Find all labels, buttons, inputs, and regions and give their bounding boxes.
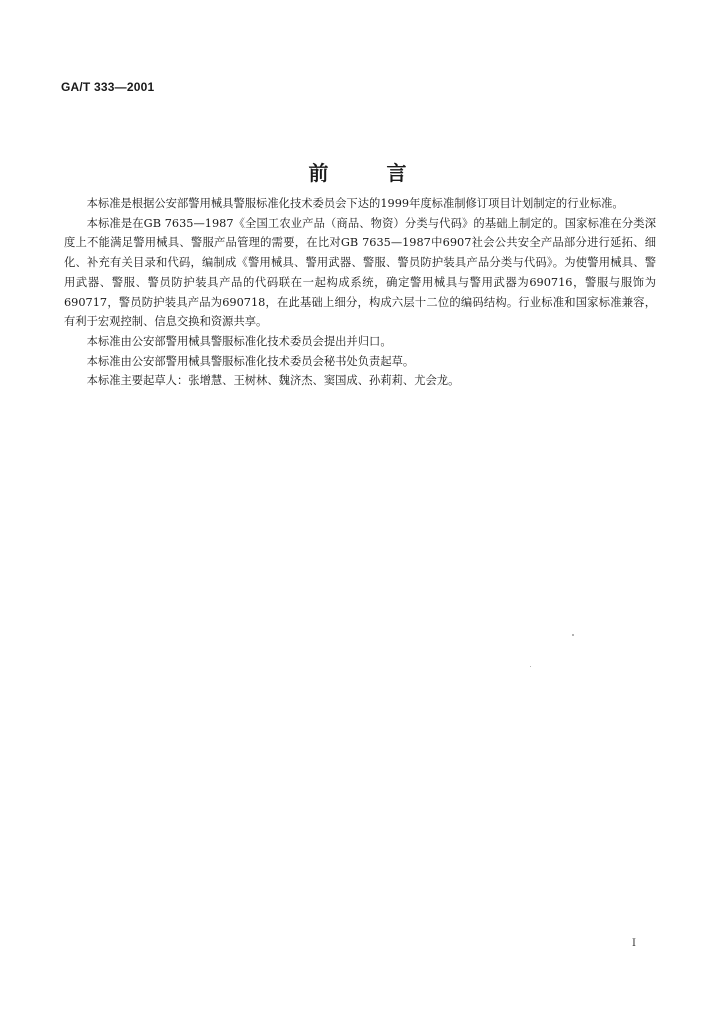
paragraph-drafting-unit: 本标准由公安部警用械具警服标准化技术委员会秘书处负责起草。 [86, 354, 415, 368]
page-number: I [632, 938, 636, 949]
paragraph-proposer: 本标准由公安部警用械具警服标准化技术委员会提出并归口。 [86, 334, 392, 348]
title-char-2: 言 [386, 161, 407, 185]
page-title [0, 157, 715, 186]
foreword-body [64, 194, 656, 391]
paragraph-basis: 本标准是在GB 7635—1987《全国工农业产品（商品、物资）分类与代码》的基础上制定的。国家标准在分类深度上不能满足警用械具、警服产品管理的需要，在比对GB 7635—1987中6907社会公共安全产品部分进行延拓、细化、补充有关目录和代码，编制成《警用械具、警用武器、警服、警员防护装具产品分类与代码》。为使警用械具、警用武器、警服、警员防护装具产品的代码联在一起构成系统，确定警用械具与警用武器为690716，警服与服饰为690717，警员防护装具产品为690718，在此基础上细分，构成六层十二位的编码结构。行业标准和国家标准兼容，有利于宏观控制、信息交换和资源共享。 [64, 216, 656, 329]
paragraph-drafters: 本标准主要起草人：张增慧、王树林、魏济杰、窦国成、孙莉莉、尤会龙。 [86, 374, 460, 388]
paragraph-purpose: 本标准是根据公安部警用械具警服标准化技术委员会下达的1999年度标准制修订项目计划制定的行业标准。 [86, 197, 624, 210]
scan-speck [530, 666, 531, 667]
title-char-1: 前 [308, 161, 329, 185]
scan-speck [572, 634, 574, 636]
standard-code: GA/T 333—2001 [61, 80, 155, 94]
